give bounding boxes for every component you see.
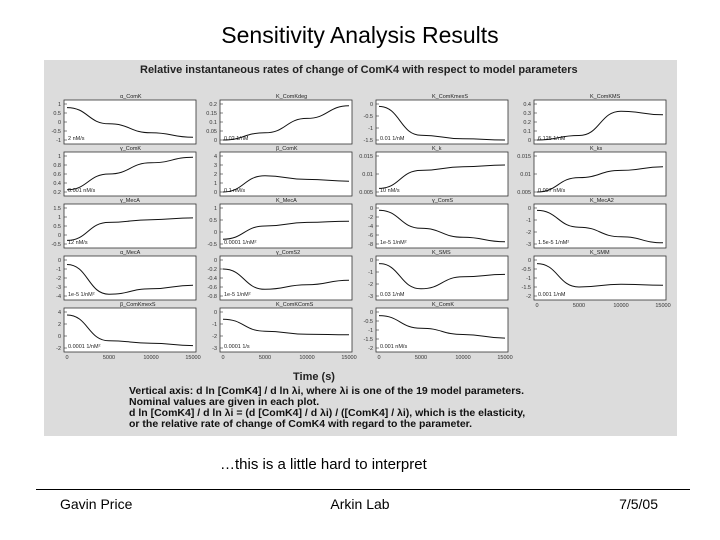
y-tick-label: 3 [213,163,217,169]
y-tick-label: 0 [213,258,217,264]
x-tick-label: 10000 [455,355,471,361]
panel-nominal-value: 0.001 1/nM [538,292,566,298]
y-tick-label: 0 [57,258,61,264]
y-tick-label: 0.005 [517,190,531,196]
y-tick-label: 1 [57,154,61,160]
y-tick-label: -3 [368,294,373,300]
panel-nominal-value: 1e-5 1/nM² [68,292,95,298]
y-tick-label: 2 [213,172,217,178]
y-tick-label: -3 [212,346,217,352]
panel-parameter-label: β_ComK [276,146,298,152]
panel-parameter-label: K_ComKMS [590,94,621,100]
panel-nominal-value: 0.03 1/nM [380,292,405,298]
panel-parameter-label: K_SMS [432,250,451,256]
panel-nominal-value: 0.007 nM/s [538,188,566,194]
y-tick-label: 0.05 [206,129,217,135]
y-tick-label: -0.5 [363,114,373,120]
y-tick-label: -1 [368,270,373,276]
panel-nominal-value: 0.0001 1/nM² [224,240,257,246]
y-tick-label: 0.5 [53,224,61,230]
figure-caption [129,386,669,430]
panel-parameter-label: K_ComKComS [276,302,314,308]
y-tick-label: -1 [212,322,217,328]
y-tick-label: 1 [213,181,217,187]
y-tick-label: -0.5 [363,319,373,325]
y-tick-label: 0 [57,233,61,239]
x-axis-label: Time (s) [293,371,335,383]
y-tick-label: 0.4 [53,181,61,187]
y-tick-label: 0 [213,230,217,236]
panel-parameter-label: K_ComKmexS [432,94,469,100]
panel-nominal-value: 0.02 1/nM [224,136,249,142]
panel-nominal-value: 1.5e-5 1/nM² [538,240,570,246]
y-tick-label: 1 [213,206,217,212]
y-tick-label: -0.6 [207,285,217,291]
caption-line: Nominal values are given in each plot. [129,396,320,408]
y-tick-label: -1.5 [521,285,531,291]
footer-date: 7/5/05 [619,496,658,512]
y-tick-label: -0.2 [207,267,217,273]
panel-nominal-value: 12 nM/s [68,240,88,246]
y-tick-label: 0 [57,120,61,126]
x-tick-label: 0 [65,355,69,361]
panel-nominal-value: 0.0001 1/nM² [68,344,101,350]
x-tick-label: 0 [535,303,539,309]
y-tick-label: -4 [368,224,373,230]
y-tick-label: 1 [57,215,61,221]
y-tick-label: -2 [368,346,373,352]
x-tick-label: 15000 [185,355,201,361]
caption-line: or the relative rate of change of ComK4 with regard to the parameter. [129,418,473,430]
y-tick-label: 0.6 [53,172,61,178]
y-tick-label: 0 [527,258,531,264]
y-tick-label: -1 [368,126,373,132]
footer-lab: Arkin Lab [330,496,390,512]
y-tick-label: 0 [369,206,373,212]
y-tick-label: -2 [526,294,531,300]
y-tick-label: -0.4 [207,276,217,282]
panel-nominal-value: 0.001 nM/s [68,188,96,194]
y-tick-label: -3 [56,285,61,291]
x-tick-label: 10000 [299,355,315,361]
sensitivity-figure [44,60,677,436]
x-tick-label: 5000 [572,303,586,309]
y-tick-label: 0.5 [209,218,217,224]
y-tick-label: -1 [526,218,531,224]
y-tick-label: -6 [368,233,373,239]
y-tick-label: 0.2 [53,190,61,196]
y-tick-label: -1.5 [363,337,373,343]
y-tick-label: 1 [57,102,61,108]
y-tick-label: 0 [213,190,217,196]
y-tick-label: -1 [56,267,61,273]
y-tick-label: 0 [369,258,373,264]
y-tick-label: 0.3 [523,111,531,117]
y-tick-label: -4 [56,294,61,300]
y-tick-label: 0.01 [362,172,373,178]
y-tick-label: 0.15 [206,111,217,117]
y-tick-label: 4 [213,154,217,160]
y-tick-label: -0.5 [51,242,61,248]
slide-title: Sensitivity Analysis Results [221,22,499,48]
y-tick-label: 0.1 [209,120,217,126]
x-tick-label: 15000 [655,303,671,309]
y-tick-label: 0.2 [209,102,217,108]
y-tick-label: -0.5 [51,129,61,135]
y-tick-label: 0 [57,334,61,340]
y-tick-label: -1 [368,328,373,334]
panel-nominal-value: 0.01 1/nM [380,136,405,142]
panel-parameter-label: K_SMM [590,250,610,256]
y-tick-label: 0.1 [523,129,531,135]
panel-parameter-label: γ_ComS2 [276,250,301,256]
panel-parameter-label: γ_ComS [432,198,454,204]
y-tick-label: 0.005 [359,190,373,196]
y-tick-label: -2 [212,334,217,340]
x-tick-label: 10000 [613,303,629,309]
slide-note: …this is a little hard to interpret [220,456,427,473]
y-tick-label: 0 [527,206,531,212]
y-tick-label: -2 [56,346,61,352]
figure-title: Relative instantaneous rates of change of ComK4 with respect to model parameters [140,64,578,76]
panel-parameter-label: K_MecA [276,198,297,204]
panel-parameter-label: K_k [432,146,442,152]
panel-nominal-value: 0.0001 1/s [224,344,250,350]
y-tick-label: 0.015 [517,154,531,160]
panel-nominal-value: 1e-5 1/nM² [380,240,407,246]
y-tick-label: -2 [368,282,373,288]
y-tick-label: -1.5 [363,138,373,144]
x-tick-label: 5000 [258,355,272,361]
y-tick-label: -0.5 [521,267,531,273]
panel-parameter-label: K_ComKdeg [276,94,308,100]
y-tick-label: 4 [57,310,61,316]
y-tick-label: 0.015 [359,154,373,160]
panel-nominal-value: 1e-5 1/nM² [224,292,251,298]
panel-parameter-label: α_ComK [120,94,142,100]
y-tick-label: -0.8 [207,294,217,300]
y-tick-label: -3 [526,242,531,248]
y-tick-label: -1 [56,138,61,144]
y-tick-label: 0 [213,310,217,316]
y-tick-label: 2 [57,322,61,328]
panel-parameter-label: K_MecA2 [590,198,614,204]
x-tick-label: 10000 [143,355,159,361]
y-tick-label: -1 [526,276,531,282]
x-tick-label: 5000 [102,355,116,361]
panel-nominal-value: 2 nM/s [68,136,85,142]
y-tick-label: -2 [56,276,61,282]
y-tick-label: 0.5 [53,111,61,117]
panel-parameter-label: K_ComK [432,302,455,308]
x-tick-label: 5000 [414,355,428,361]
y-tick-label: 0 [369,102,373,108]
caption-line: d ln [ComK4] / d ln λi = (d [ComK4] / d λi) / ([ComK4] / λi), which is the elasticity, [129,407,526,419]
y-tick-label: -2 [526,230,531,236]
y-tick-label: 0.4 [523,102,531,108]
x-tick-label: 0 [377,355,381,361]
sensitivity-plot-grid [44,60,677,436]
y-tick-label: -8 [368,242,373,248]
x-tick-label: 0 [221,355,225,361]
footer-divider [36,489,690,490]
panel-nominal-value: 0.1 nM/s [224,188,246,194]
panel-parameter-label: γ_ComK [120,146,142,152]
panel-nominal-value: 10 nM/s [380,188,400,194]
y-tick-label: 0.01 [520,172,531,178]
y-tick-label: 0.2 [523,120,531,126]
x-tick-label: 15000 [341,355,357,361]
panel-nominal-value: 6.125 1/nM [538,136,566,142]
y-tick-label: -2 [368,215,373,221]
caption-line: Vertical axis: d ln [ComK4] / d ln λi, where λi is one of the 19 model parameters. [129,385,525,397]
panel-parameter-label: β_ComKmexS [120,302,156,308]
footer-author: Gavin Price [60,496,133,512]
panel-parameter-label: γ_MecA [120,198,140,204]
y-tick-label: 0 [369,310,373,316]
y-tick-label: 1.5 [53,206,61,212]
panel-nominal-value: 0.001 nM/s [380,344,408,350]
y-tick-label: -0.5 [207,242,217,248]
panel-parameter-label: α_MecA [120,250,141,256]
y-tick-label: 0 [213,138,217,144]
y-tick-label: 0.8 [53,163,61,169]
panel-parameter-label: K_ks [590,146,603,152]
y-tick-label: 0 [527,138,531,144]
x-tick-label: 15000 [497,355,513,361]
